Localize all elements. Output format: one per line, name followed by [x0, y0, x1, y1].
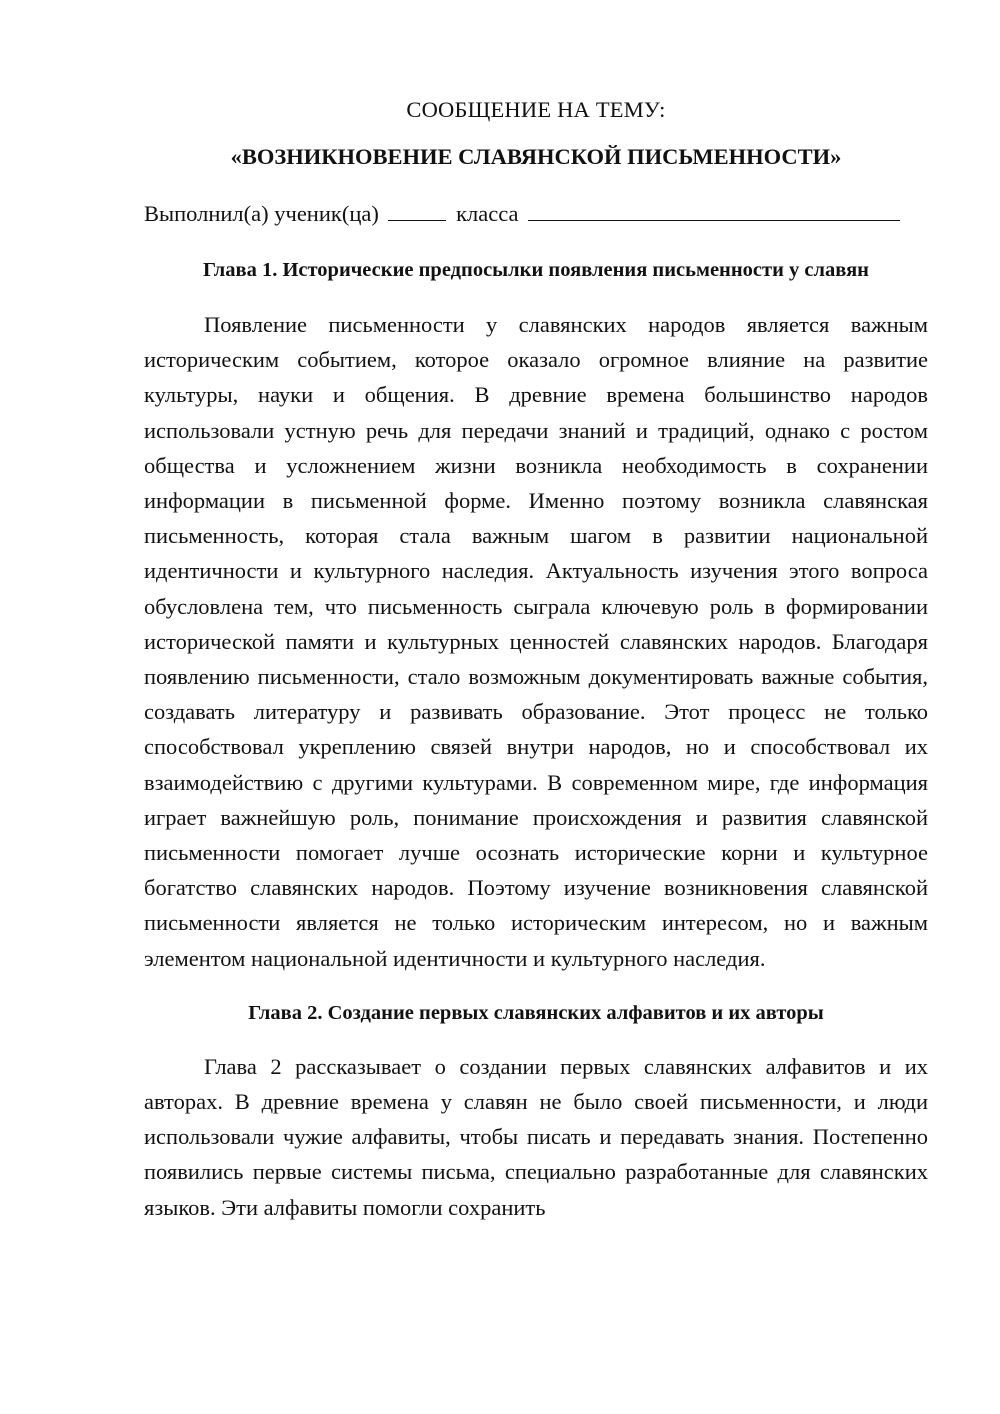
chapter-1-paragraph: Появление письменности у славянских народов является важным историческим событием, которое оказало огромное влияние на развитие культуры, науки и общения. В древние времена большинство народов использовали устную речь для передачи знаний и традиций, однако с ростом общества и усложнением жизни возникла необходимость в сохранении информации в письменной форме. Именно поэтому возникла славянская письменность, которая стала важным шагом в развитии национальной идентичности и культурного наследия. Актуальность изучения этого вопроса обусловлена тем, что письменность сыграла ключевую роль в формировании исторической памяти и культурных ценностей славянских народов. Благодаря появлению письменности, стало возможным документировать важные события, создавать литературу и развивать образование. Этот процесс не только способствовал укреплению связей внутри народов, но и способствовал их взаимодействию с другими культурами. В современном мире, где информация играет важнейшую роль, понимание происхождения и развития славянской письменности помогает лучше осознать исторические корни и культурное богатство славянских народов. Поэтому изучение возникновения славянской письменности является не только историческим интересом, но и важным элементом национальной идентичности и культурного наследия.	[144, 312, 928, 971]
chapter-1-heading: Глава 1. Исторические предпосылки появления письменности у славян	[203, 259, 869, 281]
class-label: класса	[456, 201, 519, 226]
student-name-blank	[528, 200, 900, 221]
chapter-2-heading: Глава 2. Создание первых славянских алфавитов и их авторы	[248, 1001, 824, 1024]
chapter-2-paragraph: Глава 2 рассказывает о создании первых славянских алфавитов и их авторах. В древние времена у славян не было своей письменности, и люди использовали чужие алфавиты, чтобы писать и передавать знания. Постепенно появились первые системы письма, специально разработанные для славянских языков. Эти алфавиты помогли сохранить	[144, 1053, 928, 1220]
document-page	[144, 92, 928, 1225]
class-number-blank	[388, 200, 446, 221]
author-prefix: Выполнил(а) ученик(ца)	[144, 201, 379, 226]
document-title-line-1: СООБЩЕНИЕ НА ТЕМУ:	[406, 97, 666, 122]
document-title-line-2: «ВОЗНИКНОВЕНИЕ СЛАВЯНСКОЙ ПИСЬМЕННОСТИ»	[230, 144, 842, 169]
author-line	[144, 196, 928, 231]
